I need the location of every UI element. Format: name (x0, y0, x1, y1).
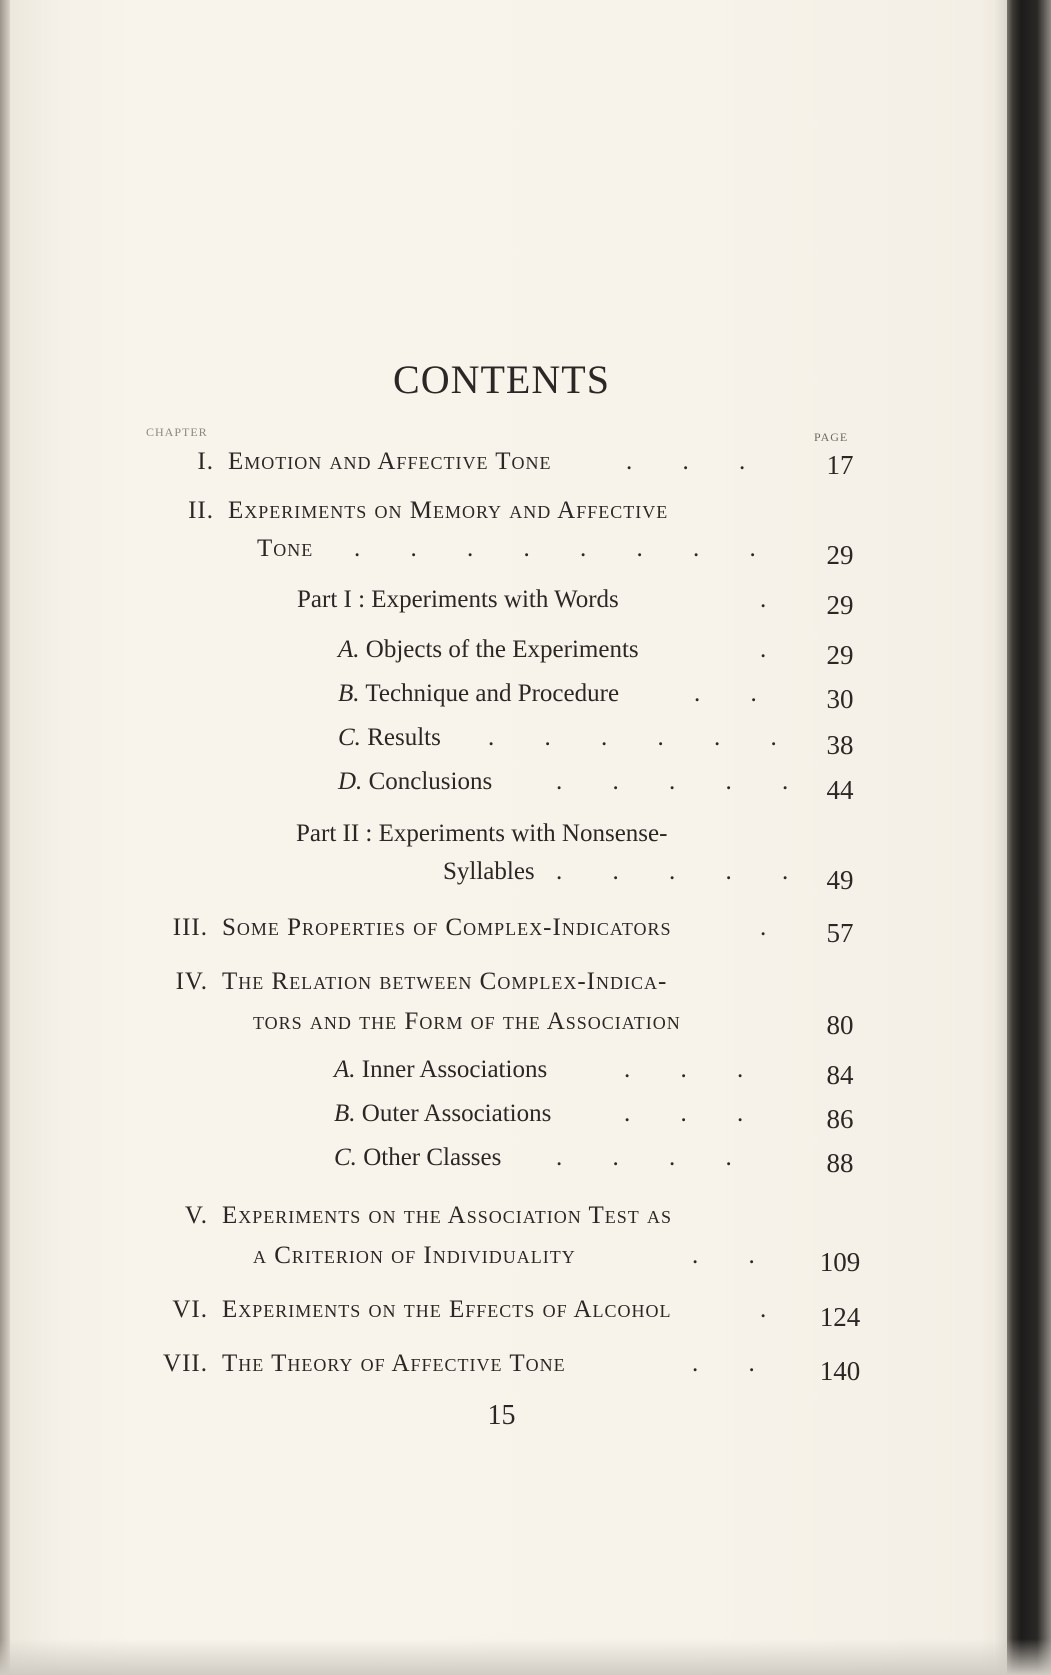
chapter-numeral: II. (188, 497, 214, 524)
toc-entry-4-c (334, 1144, 501, 1172)
page-number: 29 (826, 640, 854, 670)
toc-entry-4 (146, 968, 667, 996)
entry-title: Conclusions (368, 768, 493, 795)
folio-page-number: 15 (487, 1400, 516, 1431)
leader-dots: . . (694, 680, 779, 707)
leader-dots: . . . . . . . . (354, 535, 778, 562)
toc-entry-part-1-b (338, 680, 619, 708)
page-number: 86 (826, 1104, 854, 1134)
chapter-column-label: CHAPTER (146, 425, 208, 439)
entry-title: Outer Associations (361, 1100, 552, 1127)
page-number: 80 (826, 1010, 854, 1040)
page-number: 57 (826, 918, 854, 948)
toc-entry-part-2: Part II : Experiments with Nonsense- (296, 820, 668, 847)
leader-dots: . . . (624, 1100, 766, 1127)
page-number: 44 (826, 775, 854, 805)
entry-letter: C. (338, 724, 361, 751)
entry-title: The Relation between Complex-Indica- (222, 968, 668, 995)
entry-letter: D. (338, 768, 363, 795)
entry-title: Inner Associations (361, 1056, 548, 1083)
page-number: 140 (819, 1356, 861, 1386)
page-number: 88 (826, 1148, 854, 1178)
toc-entry-5 (146, 1202, 672, 1230)
leader-dots: . . . (624, 1056, 766, 1083)
chapter-numeral: IV. (175, 968, 208, 995)
toc-entry-4-a (334, 1056, 547, 1084)
entry-title: Emotion and Affective Tone (228, 448, 552, 475)
page-number: 49 (826, 865, 854, 895)
toc-entry-6 (146, 1296, 672, 1324)
page-number: 30 (826, 684, 854, 714)
entry-title: Some Properties of Complex-Indicators (222, 914, 672, 941)
toc-entry-part-1-c (338, 724, 441, 752)
entry-letter: A. (334, 1056, 356, 1083)
toc-entry-2 (152, 497, 668, 525)
entry-title-continuation: tors and the Form of the Association (253, 1008, 681, 1035)
entry-title: Experiments on the Association Test as (222, 1202, 673, 1229)
contents-heading: CONTENTS (393, 357, 610, 402)
chapter-numeral: III. (172, 914, 208, 941)
entry-title-continuation: a Criterion of Individuality (253, 1242, 576, 1269)
leader-dots: . . . . . . (488, 724, 799, 751)
page-column-label: PAGE (814, 430, 849, 444)
entry-letter: B. (338, 680, 360, 707)
toc-entry-3 (146, 914, 672, 942)
toc-entry-1 (152, 448, 552, 476)
page-number: 17 (826, 450, 854, 480)
page-number: 29 (826, 540, 854, 570)
leader-dots: . . . . . (556, 858, 811, 885)
entry-letter: A. (338, 636, 360, 663)
entry-title-continuation: Syllables (443, 858, 535, 885)
leader-dots: . (760, 1296, 789, 1323)
chapter-numeral: VI. (172, 1296, 208, 1323)
toc-entry-7 (146, 1350, 566, 1378)
entry-letter: C. (334, 1144, 357, 1171)
leader-dots: . . . . . (556, 768, 811, 795)
leader-dots: . . (692, 1350, 777, 1377)
entry-letter: B. (334, 1100, 356, 1127)
entry-title: Results (367, 724, 441, 751)
page-number: 38 (826, 730, 854, 760)
chapter-numeral: I. (197, 448, 214, 475)
chapter-numeral: V. (184, 1202, 208, 1229)
bottom-shadow (0, 1639, 1051, 1675)
entry-title: Experiments on the Effects of Alcohol (222, 1296, 672, 1323)
book-cover-edge (1007, 0, 1051, 1675)
leader-dots: . . (692, 1242, 777, 1269)
entry-title: The Theory of Affective Tone (222, 1350, 566, 1377)
entry-title-continuation: Tone (257, 535, 314, 562)
toc-entry-part-1-a (338, 636, 639, 664)
toc-entry-4-b (334, 1100, 551, 1128)
leader-dots: . . . . (556, 1144, 754, 1171)
page-number: 84 (826, 1060, 854, 1090)
toc-entry-part-1: Part I : Experiments with Words (297, 586, 619, 613)
entry-title: Other Classes (363, 1144, 502, 1171)
leader-dots: . . . (626, 448, 768, 475)
leader-dots: . (760, 636, 789, 663)
entry-title: Experiments on Memory and Affective (228, 497, 669, 524)
leader-dots: . (760, 914, 789, 941)
page-number: 109 (819, 1247, 861, 1277)
page-number: 29 (826, 590, 854, 620)
leader-dots: . (760, 586, 789, 613)
toc-entry-part-1-d (338, 768, 492, 796)
entry-title: Technique and Procedure (365, 680, 620, 707)
page-number: 124 (819, 1302, 861, 1332)
chapter-numeral: VII. (163, 1350, 208, 1377)
entry-title: Objects of the Experiments (365, 636, 639, 663)
